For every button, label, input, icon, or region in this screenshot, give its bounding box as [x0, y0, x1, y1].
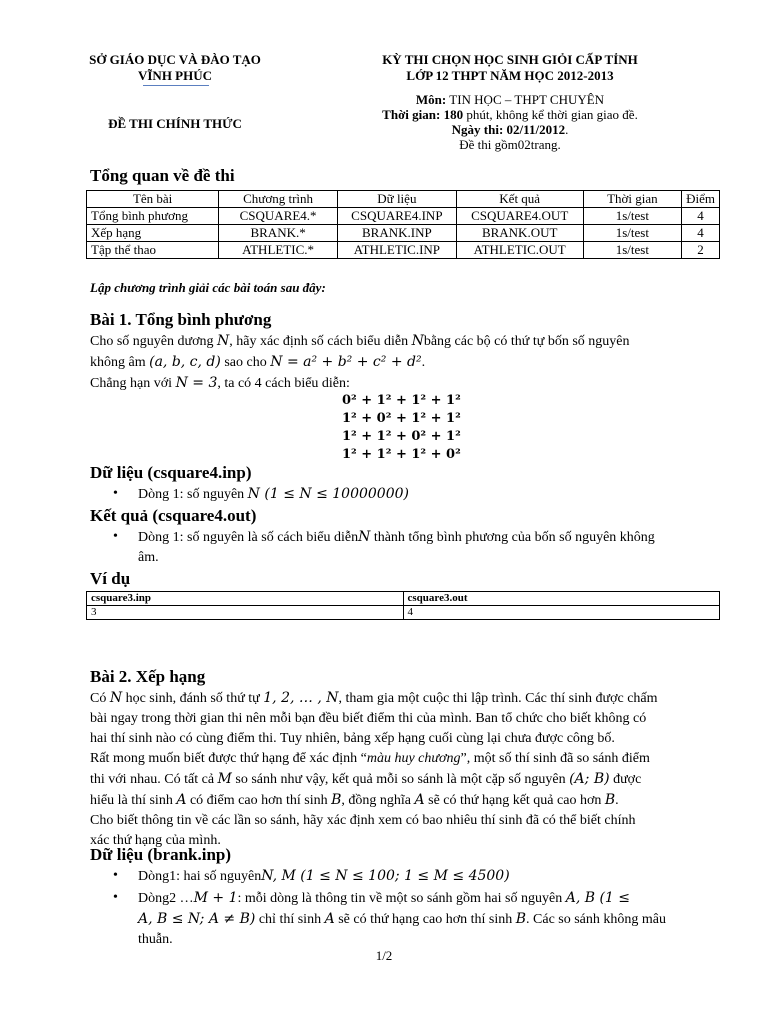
date-line: Ngày thi: 02/11/2012.: [451, 122, 569, 137]
table-cell: CSQUARE4.*: [219, 208, 338, 225]
problem-1-output-bullet: • Dòng 1: số nguyên là số cách biểu diễnN thành tổng bình phương của bốn số nguyên không âm.: [113, 529, 655, 565]
statement-line: hiểu là thí sinh A có điểm cao hơn thí sinh B, đồng nghĩa A sẽ có thứ hạng kết quả cao hơn B.: [90, 792, 619, 808]
example-header-cell: csquare3.inp: [87, 592, 404, 606]
statement-line: không âm (a, b, c, d) sao cho N = a² + b² + c² + d².: [90, 354, 426, 370]
equation: 1² + 1² + 1² + 0²: [342, 447, 461, 462]
table-cell: BRANK.INP: [337, 225, 456, 242]
table-cell: Tổng bình phương: [87, 208, 219, 225]
example-value-cell: 3: [87, 606, 404, 620]
table-cell: 1s/test: [583, 242, 682, 259]
table-cell: 4: [682, 208, 720, 225]
table-cell: ATHLETIC.OUT: [456, 242, 583, 259]
statement-line: xác thứ hạng của mình.: [90, 833, 221, 848]
subject-line: Môn: TIN HỌC – THPT CHUYÊN: [415, 92, 605, 107]
table-cell: 1s/test: [583, 208, 682, 225]
problem-1-input-title: Dữ liệu (csquare4.inp): [90, 463, 252, 482]
equation: 1² + 1² + 0² + 1²: [342, 429, 461, 444]
problem-2-statement: [90, 688, 720, 851]
problem-2-input-bullet-1: • Dòng1: hai số nguyênN, M (1 ≤ N ≤ 100; 1 ≤ M ≤ 4500): [113, 868, 510, 884]
department-underline: [143, 85, 209, 86]
table-row: [87, 242, 720, 259]
table-cell: ATHLETIC.*: [219, 242, 338, 259]
exam-info: [330, 92, 690, 152]
problem-1-statement: [90, 331, 720, 394]
table-cell: BRANK.*: [219, 225, 338, 242]
department-line-1: SỞ GIÁO DỤC VÀ ĐÀO TẠO: [89, 52, 261, 67]
exam-title-line-2: LỚP 12 THPT NĂM HỌC 2012-2013: [406, 68, 614, 83]
problem-1-title: Bài 1. Tổng bình phương: [90, 310, 272, 329]
column-header: Chương trình: [219, 191, 338, 208]
overview-header-row: [87, 191, 720, 208]
table-cell: 1s/test: [583, 225, 682, 242]
page-count: Đề thi gồm02trang.: [459, 137, 561, 152]
statement-line: Có N học sinh, đánh số thứ tự 1, 2, … , N, tham gia một cuộc thi lập trình. Các thí sinh được chấm: [90, 690, 658, 706]
overview-table: [86, 190, 720, 259]
equation-list: [342, 392, 461, 464]
statement-line: Cho biết thông tin về các lần so sánh, hãy xác định xem có bao nhiêu thí sinh đã có thể biết chính: [90, 813, 636, 828]
example-table: [86, 591, 720, 620]
table-cell: CSQUARE4.OUT: [456, 208, 583, 225]
column-header: Kết quả: [456, 191, 583, 208]
equation: 1² + 0² + 1² + 1²: [342, 411, 461, 426]
example-value-row: [87, 606, 720, 620]
statement-line: Chẳng hạn với N = 3, ta có 4 cách biểu diễn:: [90, 375, 350, 391]
column-header: Tên bài: [87, 191, 219, 208]
column-header: Điểm: [682, 191, 720, 208]
column-header: Thời gian: [583, 191, 682, 208]
page-number: 1/2: [375, 948, 393, 963]
table-row: [87, 208, 720, 225]
table-cell: 4: [682, 225, 720, 242]
statement-line: hai thí sinh nào có cùng điểm thi. Tuy nhiên, bảng xếp hạng cuối cùng lại chưa được công bố.: [90, 731, 615, 746]
table-row: [87, 225, 720, 242]
statement-line: thi với nhau. Có tất cả M so sánh như vậy, kết quả mỗi so sánh là một cặp số nguyên (A; B) được: [90, 771, 642, 787]
statement-line: bài ngay trong thời gian thi nên mỗi bạn đều biết điểm thi của mình. Ban tổ chức cho biết không có: [90, 711, 647, 726]
example-value-cell: 4: [403, 606, 720, 620]
table-cell: Tập thể thao: [87, 242, 219, 259]
equation: 0² + 1² + 1² + 1²: [342, 393, 461, 408]
example-header-row: [87, 592, 720, 606]
department-line-2: VĨNH PHÚC: [137, 68, 213, 83]
example-title: Ví dụ: [90, 569, 131, 588]
problem-2-input-title: Dữ liệu (brank.inp): [90, 845, 232, 864]
table-cell: BRANK.OUT: [456, 225, 583, 242]
department-name: [60, 52, 290, 84]
instruction: Lập chương trình giải các bài toán sau đây:: [90, 280, 326, 295]
problem-1-input-bullet: • Dòng 1: số nguyên N (1 ≤ N ≤ 10000000): [113, 486, 409, 502]
overview-title: Tổng quan về đề thi: [90, 166, 235, 185]
exam-title-line-1: KỲ THI CHỌN HỌC SINH GIỎI CẤP TỈNH: [382, 52, 638, 67]
table-cell: Xếp hạng: [87, 225, 219, 242]
table-cell: ATHLETIC.INP: [337, 242, 456, 259]
column-header: Dữ liệu: [337, 191, 456, 208]
example-header-cell: csquare3.out: [403, 592, 720, 606]
problem-2-input-bullet-2: • Dòng2 …M + 1: mỗi dòng là thông tin về một so sánh gồm hai số nguyên A, B (1 ≤ A, B ≤ N; A ≠ B) chỉ thí sinh A sẽ có thứ hạng cao hơn thí sinh B. Các so sánh không mâu thuẫn.: [113, 890, 666, 947]
problem-1-output-title: Kết quả (csquare4.out): [90, 506, 257, 525]
statement-line: Rất mong muốn biết được thứ hạng để xác định “màu huy chương”, một số thí sinh đã so sánh điểm: [90, 751, 650, 766]
statement-line: Cho số nguyên dương N, hãy xác định số cách biểu diễn Nbằng các bộ có thứ tự bốn số nguyên: [90, 333, 630, 349]
exam-title: [330, 52, 690, 84]
time-line: Thời gian: 180 phút, không kể thời gian giao đề.: [382, 107, 638, 122]
table-cell: 2: [682, 242, 720, 259]
table-cell: CSQUARE4.INP: [337, 208, 456, 225]
problem-2-title: Bài 2. Xếp hạng: [90, 667, 206, 686]
official-label: ĐỀ THI CHÍNH THỨC: [108, 116, 242, 131]
